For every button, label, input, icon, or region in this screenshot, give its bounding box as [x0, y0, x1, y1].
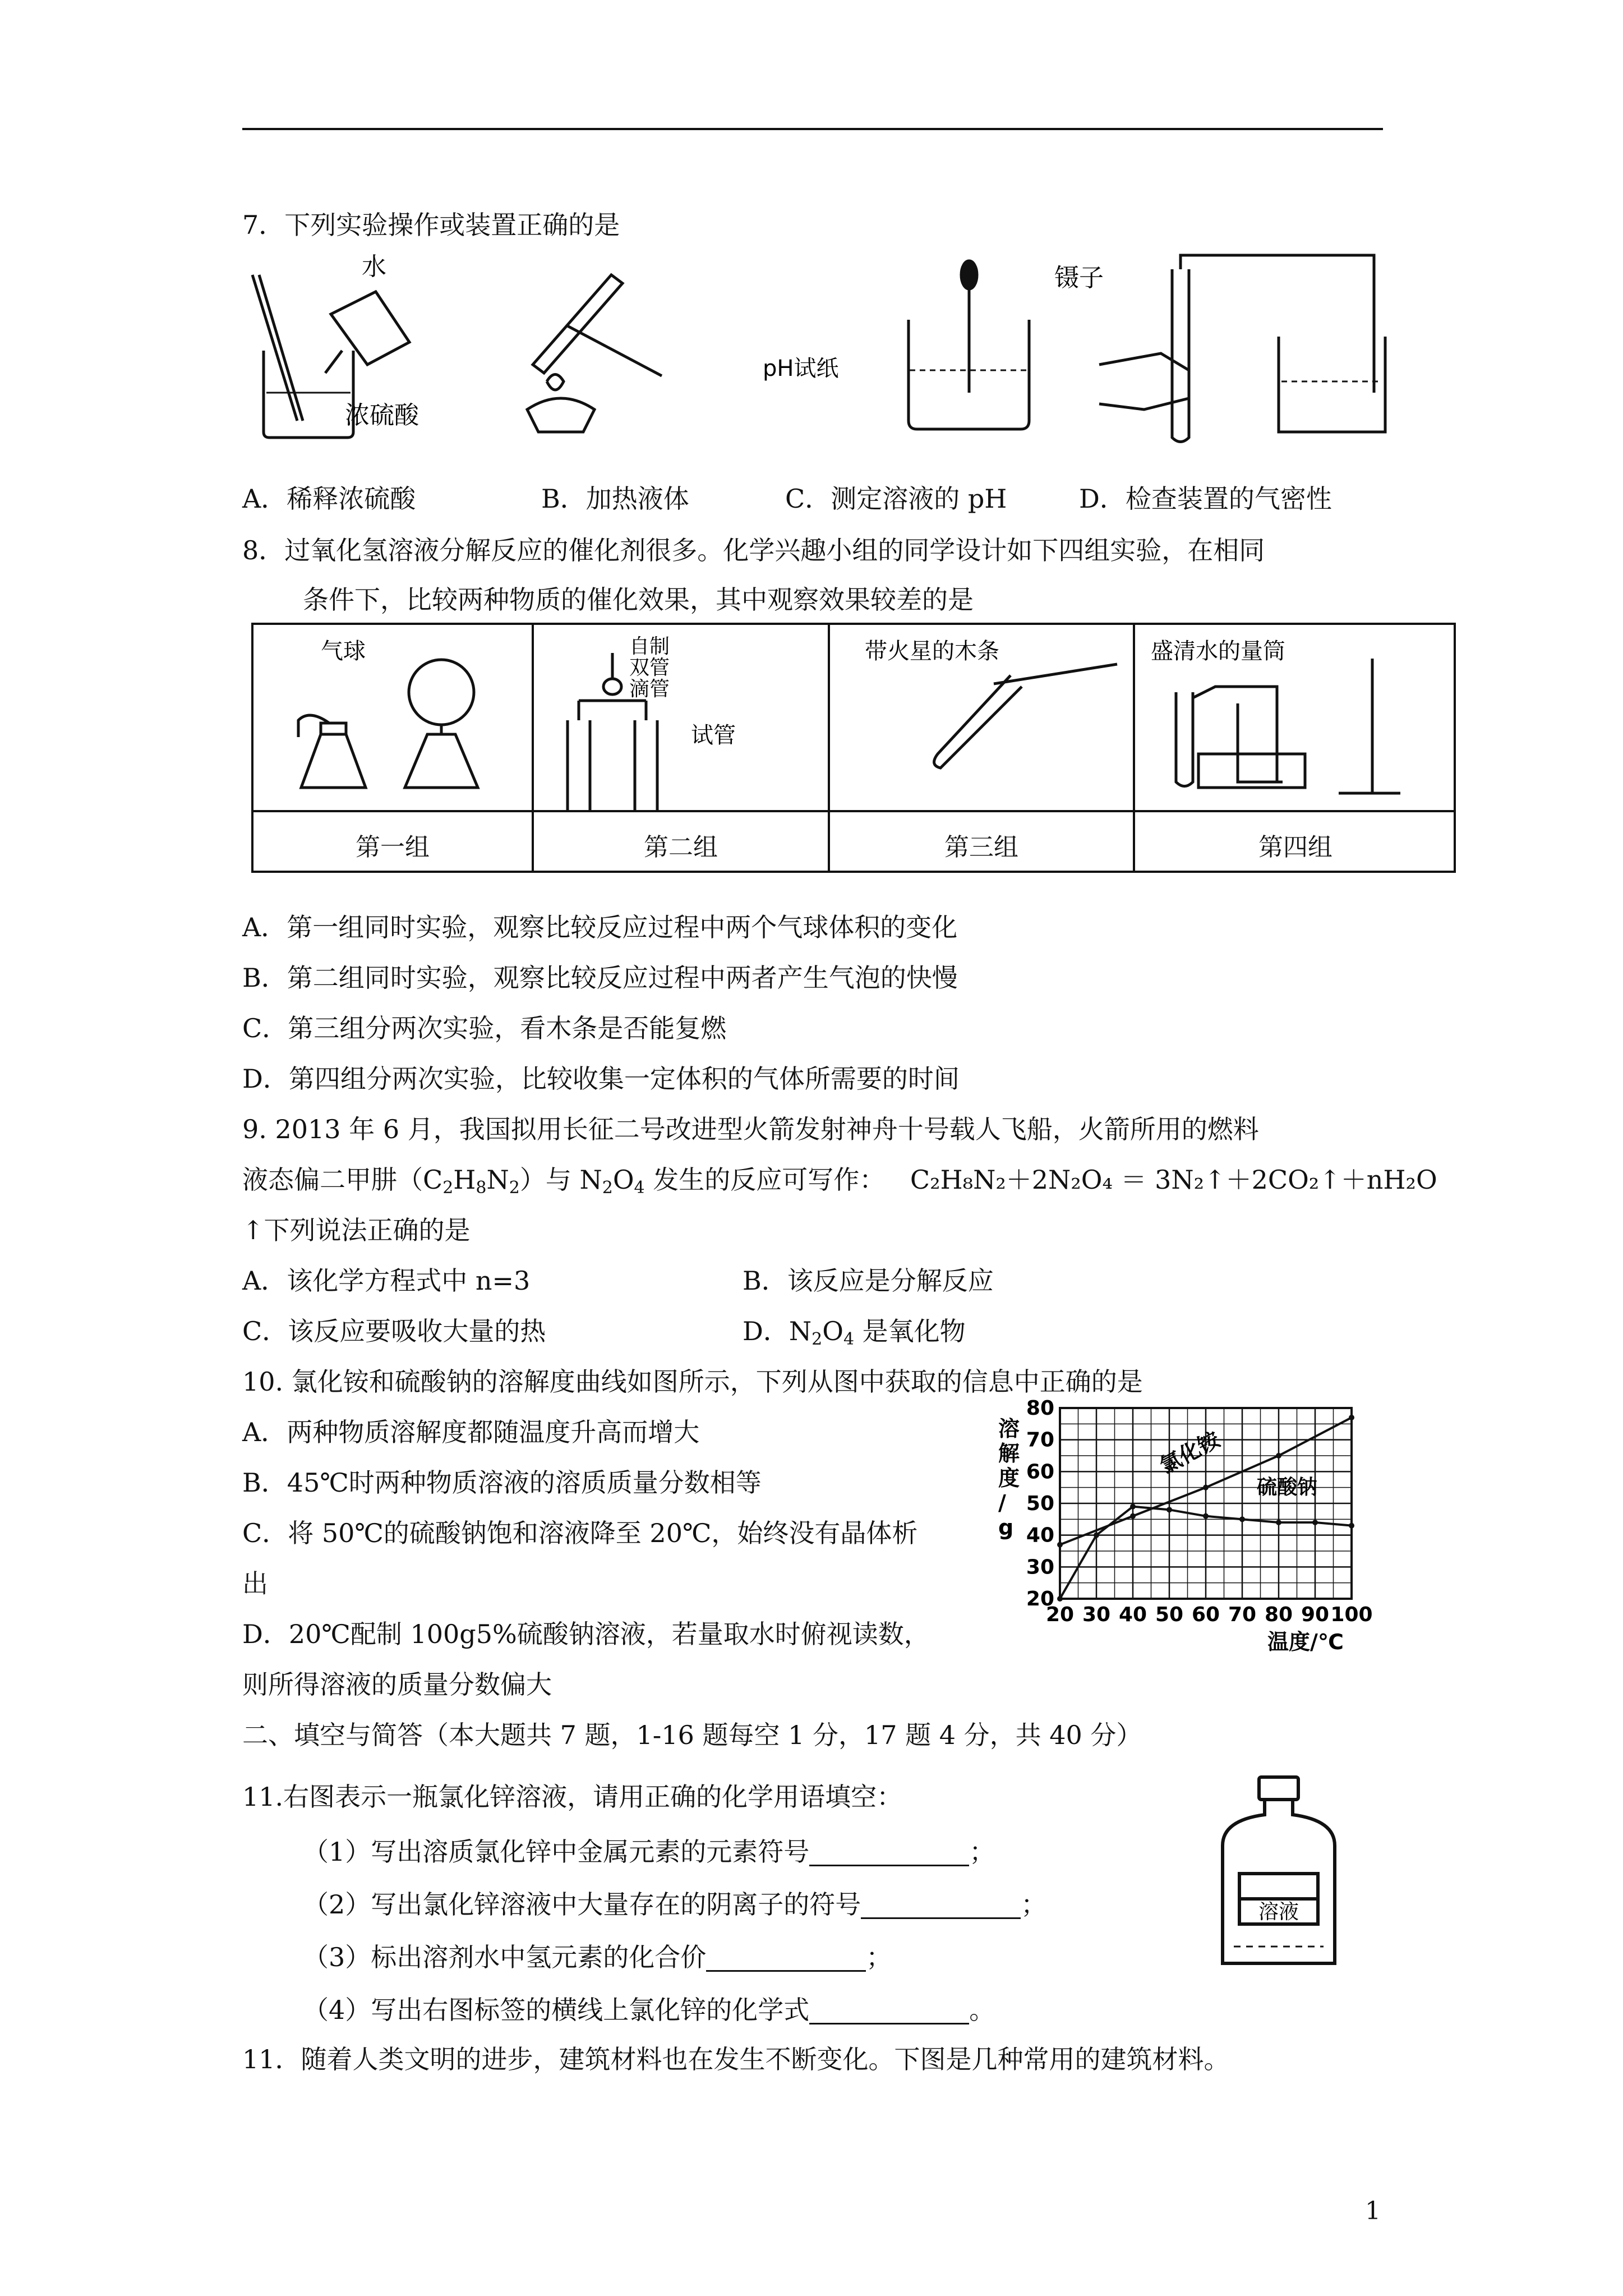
label-cylinder: 盛清水的量筒 [1151, 638, 1285, 664]
q10-option-b: B．45℃时两种物质溶液的溶质质量分数相等 [242, 1467, 762, 1498]
x-tick-label: 40 [1118, 1603, 1147, 1626]
label-conc-acid: 浓硫酸 [345, 401, 419, 430]
q9-line-3: ↑下列说法正确的是 [242, 1215, 471, 1245]
x-tick-label: 20 [1045, 1603, 1075, 1626]
label-double-tube: 双管 [629, 656, 670, 679]
series-point [1057, 1596, 1063, 1602]
x-tick-label: 30 [1082, 1603, 1111, 1626]
y-tick-label: 40 [1026, 1524, 1054, 1547]
y-axis-label-char: 溶 [998, 1416, 1020, 1441]
solubility-chart [987, 1397, 1413, 1655]
series-point [1166, 1507, 1172, 1512]
q7-option-b: B．加热液体 [541, 484, 689, 514]
q9-option-a: A．该化学方程式中 n=3 [242, 1266, 531, 1296]
fig-water-cylinder [1176, 659, 1400, 793]
q9-option-d: D．$N_2O_4$ 是氧化物 [743, 1316, 966, 1349]
series-label-1: 硫酸钠 [1257, 1476, 1318, 1499]
y-tick-label: 30 [1026, 1556, 1054, 1579]
answer-blank-1[interactable] [809, 1839, 969, 1866]
group-3-label: 第三组 [944, 833, 1018, 862]
label-tweezers: 镊子 [1054, 264, 1104, 292]
series-point [1203, 1485, 1209, 1490]
q8-figures [253, 625, 1454, 810]
fig-balloon-flasks [298, 660, 478, 788]
q8-option-b: B．第二组同时实验，观察比较反应过程中两者产生气泡的快慢 [242, 963, 958, 993]
y-tick-label: 50 [1026, 1492, 1054, 1515]
q11-item-4: （4）写出右图标签的横线上氯化锌的化学式 。 [303, 1995, 995, 2025]
q8-option-d: D．第四组分两次实验，比较收集一定体积的气体所需要的时间 [242, 1064, 960, 1094]
y-tick-label: 60 [1026, 1460, 1054, 1484]
series-point [1276, 1453, 1281, 1458]
y-axis-label-char: 解 [998, 1441, 1020, 1466]
q9-option-c: C．该反应要吸收大量的热 [242, 1316, 546, 1346]
label-dropper: 滴管 [629, 678, 670, 701]
q7-stem: 7．下列实验操作或装置正确的是 [242, 210, 620, 240]
fig-airtight-check [1099, 255, 1385, 442]
q7-option-a: A．稀释浓硫酸 [242, 484, 416, 514]
y-axis-label-char: / [998, 1490, 1006, 1515]
q8-table [251, 623, 1456, 873]
series-point [1239, 1516, 1245, 1522]
fig-ph-test [909, 261, 1029, 429]
answer-blank-2[interactable] [861, 1892, 1021, 1919]
q9-option-b: B．该反应是分解反应 [743, 1266, 994, 1296]
bottle-label: 溶液 [1258, 1901, 1299, 1924]
series-point [1276, 1520, 1281, 1525]
fig-heat-liquid [527, 275, 662, 432]
q8-option-c: C．第三组分两次实验，看木条是否能复燃 [242, 1013, 727, 1043]
q10-option-a: A．两种物质溶解度都随温度升高而增大 [242, 1417, 700, 1447]
q11-item-1: （1）写出溶质氯化锌中金属元素的元素符号 ； [303, 1837, 995, 1867]
series-point [1349, 1523, 1354, 1529]
x-tick-label: 90 [1301, 1603, 1330, 1626]
y-tick-label: 80 [1026, 1397, 1054, 1420]
answer-blank-4[interactable] [809, 1997, 969, 2024]
group-1-label: 第一组 [356, 833, 430, 862]
q10-option-d1: D．20℃配制 100g5%硫酸钠溶液，若量取水时俯视读数， [242, 1619, 930, 1649]
x-tick-label: 60 [1191, 1603, 1220, 1626]
reagent-bottle-figure [1211, 1773, 1346, 1975]
q10-option-c1: C．将 50℃的硫酸钠饱和溶液降至 20℃，始终没有晶体析 [242, 1518, 918, 1548]
series-point [1203, 1513, 1209, 1519]
x-tick-label: 80 [1264, 1603, 1293, 1626]
x-tick-label: 50 [1155, 1603, 1184, 1626]
group-4-label: 第四组 [1258, 833, 1332, 862]
series-point [1349, 1415, 1354, 1420]
q8-stem-2: 条件下，比较两种物质的催化效果，其中观察效果较差的是 [303, 585, 974, 615]
page-number: 1 [1365, 2197, 1381, 2225]
section-2-title: 二、填空与简答（本大题共 7 题，1-16 题每空 1 分，17 题 4 分，共 40 分） [242, 1720, 1142, 1750]
y-axis-label-char: g [998, 1515, 1014, 1540]
series-point [1130, 1513, 1136, 1519]
q10-stem: 10. 氯化铵和硫酸钠的溶解度曲线如图所示，下列从图中获取的信息中正确的是 [242, 1366, 1143, 1397]
q11b-stem: 11．随着人类文明的进步，建筑材料也在发生不断变化。下图是几种常用的建筑材料。 [242, 2044, 1230, 2074]
q7-option-c: C．测定溶液的 pH [785, 484, 1007, 514]
label-wood-splint: 带火星的木条 [865, 638, 999, 664]
q10-option-c2: 出 [242, 1568, 268, 1599]
label-water: 水 [362, 252, 386, 281]
x-axis-label: 温度/℃ [1267, 1630, 1344, 1654]
q7-option-d: D．检查装置的气密性 [1079, 484, 1332, 514]
y-axis-label-char: 度 [998, 1466, 1020, 1490]
y-tick-label: 70 [1026, 1428, 1054, 1452]
series-label-0: 氯化铵 [1155, 1427, 1224, 1479]
y-tick-label: 20 [1026, 1588, 1054, 1611]
label-self-made: 自制 [629, 635, 670, 658]
label-ph-paper: pH试纸 [763, 356, 839, 381]
q7-figures [247, 252, 1424, 454]
label-test-tube: 试管 [691, 723, 736, 748]
q11-item-2: （2）写出氯化锌溶液中大量存在的阴离子的符号 ； [303, 1889, 1047, 1920]
q9-line-1: 9. 2013 年 6 月，我国拟用长征二号改进型火箭发射神舟十号载人飞船，火箭所用的燃料 [242, 1114, 1259, 1144]
q10-option-d2: 则所得溶液的质量分数偏大 [242, 1669, 552, 1700]
x-tick-label: 70 [1228, 1603, 1257, 1626]
series-point [1094, 1533, 1099, 1538]
series-point [1312, 1520, 1318, 1525]
answer-blank-3[interactable] [706, 1944, 866, 1972]
label-balloon: 气球 [321, 638, 366, 664]
q11-stem: 11.右图表示一瓶氯化锌溶液，请用正确的化学用语填空： [242, 1782, 903, 1812]
q8-stem-1: 8．过氧化氢溶液分解反应的催化剂很多。化学兴趣小组的同学设计如下四组实验，在相同 [242, 535, 1265, 565]
q9-equation: C₂H₈N₂＋2N₂O₄ ＝ 3N₂↑＋2CO₂↑＋nH₂O [910, 1165, 1437, 1195]
fig-wood-splint [934, 664, 1117, 768]
x-tick-label: 100 [1330, 1603, 1373, 1626]
header-rule [242, 128, 1383, 130]
group-2-label: 第二组 [644, 833, 718, 862]
q8-option-a: A．第一组同时实验，观察比较反应过程中两个气球体积的变化 [242, 912, 958, 942]
q9-line-2: 液态偏二甲肼$(C_2H_8N_2)$与 $N_2O_4$ 发生的反应可写作： C₂H₈N₂＋2N₂O₄ ＝ 3N₂↑＋2CO₂↑＋nH₂O [242, 1165, 1437, 1198]
series-point [1130, 1504, 1136, 1510]
series-point [1057, 1542, 1063, 1548]
q11-item-3: （3）标出溶剂水中氢元素的化合价 ； [303, 1942, 892, 1972]
